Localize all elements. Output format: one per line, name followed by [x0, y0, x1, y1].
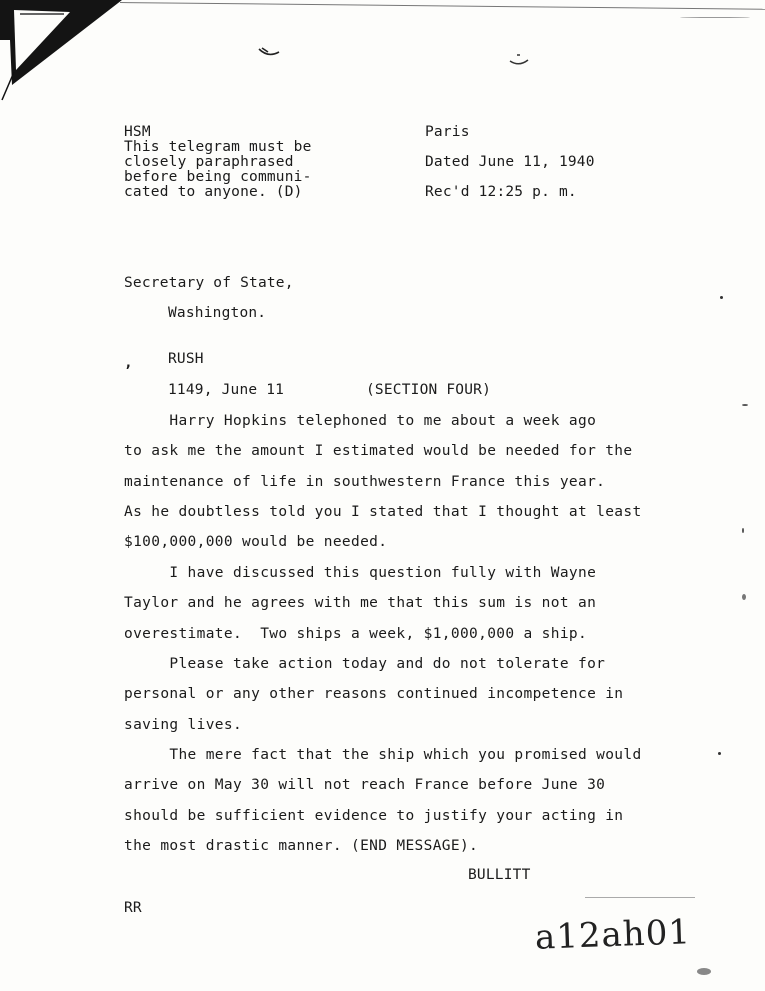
- body-line: overestimate. Two ships a week, $1,000,000 a ship.: [124, 626, 588, 642]
- notice-line: closely paraphrased: [124, 154, 294, 170]
- received-line: Rec'd 12:25 p. m.: [425, 184, 577, 200]
- body-line: should be sufficient evidence to justify your acting in: [124, 808, 624, 824]
- header-code: HSM: [124, 124, 151, 140]
- body-line: to ask me the amount I estimated would be needed for the: [124, 443, 633, 459]
- scan-speck: [718, 752, 721, 755]
- scan-speck: [720, 296, 723, 299]
- scan-speck: [742, 594, 746, 600]
- notice-line: This telegram must be: [124, 139, 312, 155]
- scan-edge-line: [120, 2, 765, 10]
- punch-mark: [258, 46, 280, 58]
- body-line: maintenance of life in southwestern France this year.: [124, 474, 606, 490]
- scan-speck: [680, 17, 750, 18]
- bullet-mark: ,: [124, 355, 133, 371]
- typist-initials: RR: [124, 900, 142, 916]
- handwritten-id: a12ah01: [534, 912, 692, 958]
- body-line: Taylor and he agrees with me that this sum is not an: [124, 595, 597, 611]
- scan-speck: [697, 968, 711, 975]
- body-line: arrive on May 30 will not reach France before June 30: [124, 777, 606, 793]
- body-line: saving lives.: [124, 717, 243, 733]
- addressee-line: Washington.: [168, 305, 267, 321]
- body-line: the most drastic manner. (END MESSAGE).: [124, 838, 479, 854]
- dated-line: Dated June 11, 1940: [425, 154, 595, 170]
- body-line: $100,000,000 would be needed.: [124, 534, 388, 550]
- addressee-line: Secretary of State,: [124, 275, 294, 291]
- body-line: Harry Hopkins telephoned to me about a week ago: [124, 413, 597, 429]
- body-line: The mere fact that the ship which you promised would: [124, 747, 642, 763]
- signature-rule: [585, 897, 695, 898]
- body-line: As he doubtless told you I stated that I thought at least: [124, 504, 642, 520]
- reference-number: 1149, June 11: [168, 382, 285, 398]
- scan-speck: [742, 528, 744, 533]
- notice-line: before being communi-: [124, 169, 312, 185]
- signature: BULLITT: [468, 867, 531, 883]
- body-line: I have discussed this question fully with Wayne: [124, 565, 597, 581]
- notice-line: cated to anyone. (D): [124, 184, 303, 200]
- folded-corner-mark: [0, 0, 125, 110]
- body-line: Please take action today and do not tolerate for: [124, 656, 606, 672]
- punch-mark: [508, 52, 530, 68]
- origin-place: Paris: [425, 124, 470, 140]
- body-line: personal or any other reasons continued incompetence in: [124, 686, 624, 702]
- section-label: (SECTION FOUR): [366, 382, 492, 398]
- priority-label: RUSH: [168, 351, 204, 367]
- scan-speck: [742, 404, 748, 406]
